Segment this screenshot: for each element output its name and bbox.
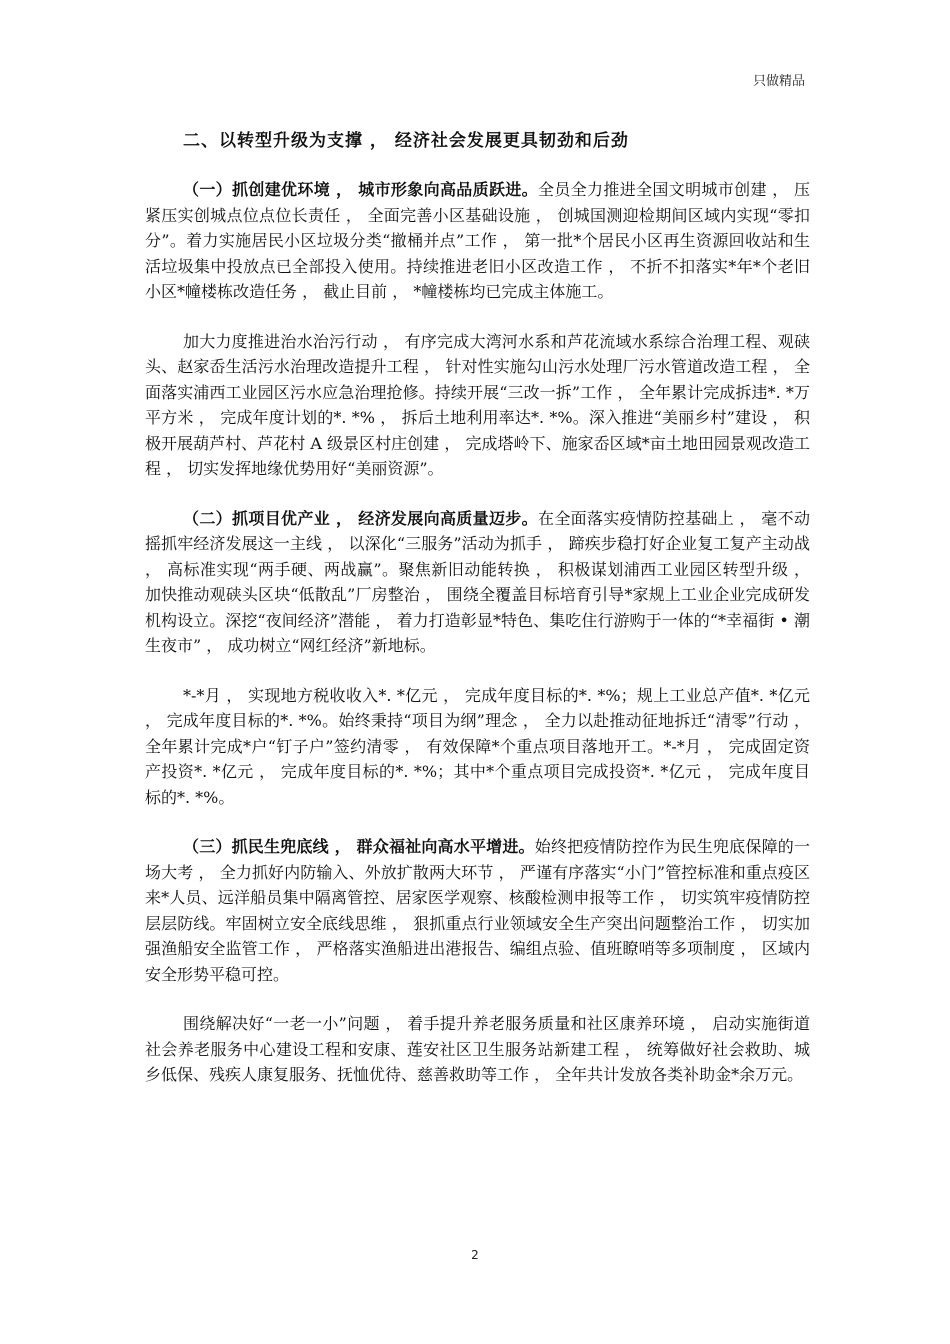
paragraph-elderly-children: [145, 1011, 810, 1088]
header-note: 只做精品: [752, 74, 805, 89]
paragraph-urban-environment: [145, 177, 810, 305]
section-heading: 二、以转型升级为支撑 ， 经济社会发展更具韧劲和后劲: [183, 131, 629, 151]
paragraph-economic-figures: [145, 683, 810, 811]
paragraph-lead: （三）抓民生兜底线 ， 群众福祉向高水平增进。: [183, 837, 535, 856]
paragraph-text: *-*月 ， 实现地方税收收入*. *亿元 ， 完成年度目标的*. *%；规上工业总产值*. *亿元 ， 完成年度目标的*. *%。始终秉持“项目为纲”理念 ， 全力以赴推动征地拆迁“清零”行动 ， 全年累计完成*户“钉子户”签约清零 ， 有效保障*个重点项目落地开工。*-*月 ， 完成固定资产投资*. *亿元 ， 完成年度目标的*. *%；其中*个重点项目完成投资*. *亿元 ， 完成年度目标的*. *%。: [145, 685, 810, 807]
paragraph-livelihood-safety: [145, 834, 810, 987]
paragraph-text: 始终把疫情防控作为民生兜底保障的一场大考 ， 全力抓好内防输入、外放扩散两大环节 ， 严谨有序落实“小门”管控标准和重点疫区来*人员、远洋船员集中隔离管控、居家医学观察、核酸检测申报等工作 ， 切实筑牢疫情防控层层防线。牢固树立安全底线思维 ， 狠抓重点行业领域安全生产突出问题整治工作 ， 切实加强渔船安全监管工作 ， 严格落实渔船进出港报告、编组点验、值班瞭哨等多项制度 ， 区域内安全形势平稳可控。: [145, 837, 810, 984]
paragraph-text: 在全面落实疫情防控基础上 ， 毫不动摇抓牢经济发展这一主线 ， 以深化“三服务”活动为抓手 ， 蹄疾步稳打好企业复工复产主动战 ， 高标准实现“两手硬、两战赢”。聚焦新旧动能转换 ， 积极谋划浦西工业园区转型升级 ， 加快推动观硖头区块“低散乱”厂房整治 ， 围绕全覆盖目标培育引导*家规上工业企业完成研发机构设立。深挖“夜间经济”潜能 ， 着力打造彰显*特色、集吃住行游购于一体的“*幸福街 • 潮生夜市” ， 成功树立“网红经济”新地标。: [145, 508, 810, 655]
paragraph-water-governance: [145, 329, 810, 482]
paragraph-lead: （一）抓创建优环境 ， 城市形象向高品质跃进。: [183, 180, 538, 199]
paragraph-text: 全员全力推进全国文明城市创建 ， 压紧压实创城点位点位长责任 ， 全面完善小区基础设施 ， 创城国测迎检期间区域内实现“零扣分”。着力实施居民小区垃圾分类“撤桶并点”工作 ， 第一批*个居民小区再生资源回收站和生活垃圾集中投放点已全部投入使用。持续推进老旧小区改造工作 ， 不折不扣落实*年*个老旧小区*幢楼栋改造任务 ， 截止目前 ， *幢楼栋均已完成主体施工。: [145, 180, 810, 301]
paragraph-text: 围绕解决好“一老一小”问题 ， 着手提升养老服务质量和社区康养环境 ， 启动实施街道社会养老服务中心建设工程和安康、莲安社区卫生服务站新建工程 ， 统筹做好社会救助、城乡低保、残疾人康复服务、抚恤优待、慈善救助等工作 ， 全年共计发放各类补助金*余万元。: [145, 1014, 810, 1084]
document-body: [145, 126, 810, 1112]
paragraph-lead: （二）抓项目优产业 ， 经济发展向高质量迈步。: [183, 508, 538, 528]
page-number: 2: [471, 1248, 479, 1262]
paragraph-projects-industry: [145, 506, 810, 659]
paragraph-text: 加大力度推进治水治污行动 ， 有序完成大湾河水系和芦花流域水系综合治理工程、观硖头、赵家岙生活污水治理改造提升工程 ， 针对性实施勾山污水处理厂污水管道改造工程 ， 全面落实浦西工业园区污水应急治理抢修。持续开展“三改一拆”工作 ， 全年累计完成拆违*. *万平方米 ， 完成年度计划的*. *% ， 拆后土地利用率达*. *%。深入推进“美丽乡村”建设 ， 积极开展葫芦村、芦花村 A 级景区村庄创建 ， 完成塔岭下、施家岙区域*亩土地田园景观改造工程 ， 切实发挥地缘优势用好“美丽资源”。: [145, 331, 810, 478]
